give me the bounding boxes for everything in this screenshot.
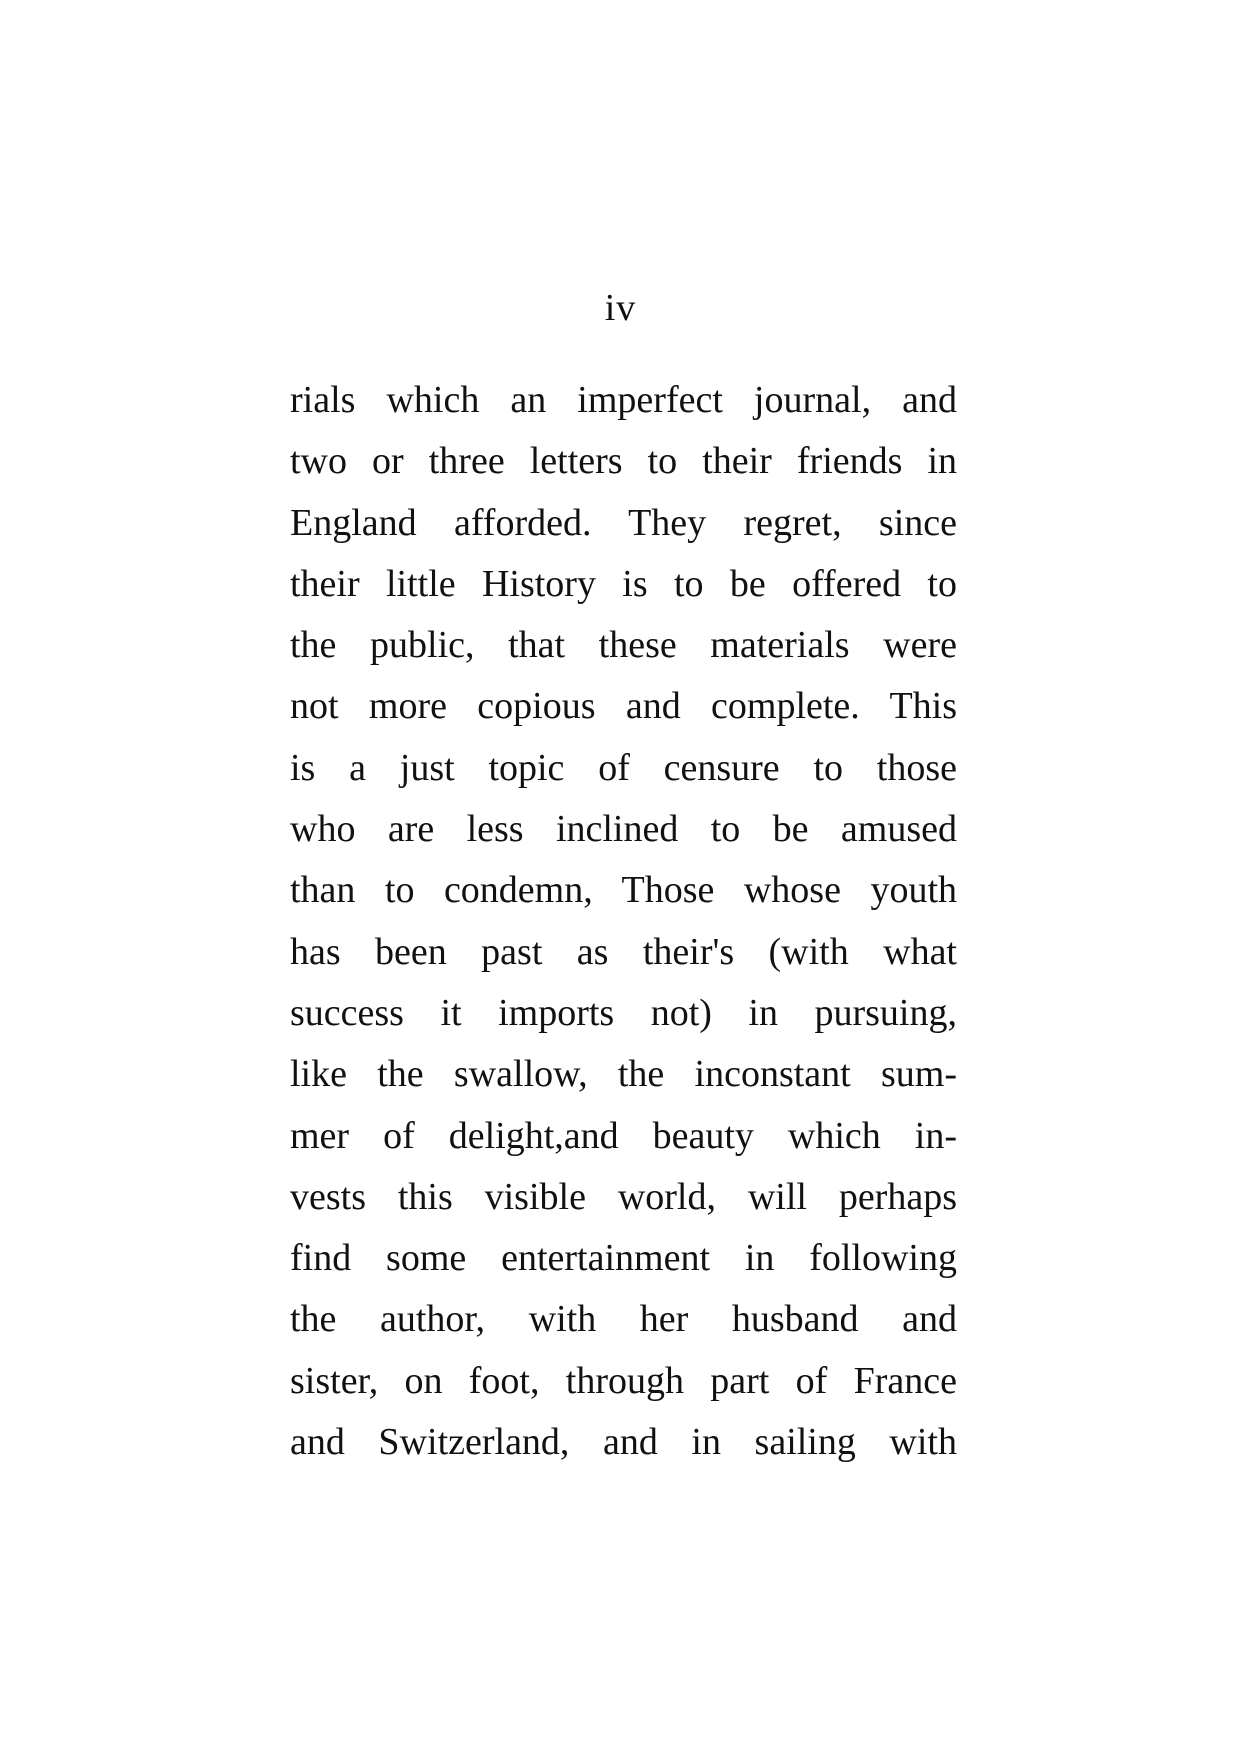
text-line: find some entertainment in following: [290, 1237, 957, 1280]
text-line: and Switzerland, and in sailing with: [290, 1421, 957, 1464]
text-line: two or three letters to their friends in: [290, 440, 957, 483]
text-line: vests this visible world, will perhaps: [290, 1175, 957, 1218]
text-line: success it imports not) in pursuing,: [290, 991, 957, 1034]
text-line: has been past as their's (with what: [290, 930, 957, 973]
text-line: who are less inclined to be amused: [290, 808, 957, 851]
page-number: iv: [604, 287, 637, 329]
text-line: the author, with her husband and: [290, 1298, 957, 1341]
text-line: is a just topic of censure to those: [290, 746, 957, 789]
text-line: England afforded. They regret, since: [290, 501, 957, 544]
text-line: than to condemn, Those whose youth: [290, 869, 957, 912]
body-text: [290, 370, 957, 1473]
text-line: rials which an imperfect journal, and: [290, 379, 957, 421]
text-line: their little History is to be offered to: [290, 562, 957, 605]
text-line: mer of delight,and beauty which in-: [290, 1114, 957, 1157]
text-line: the public, that these materials were: [290, 624, 957, 667]
text-line: not more copious and complete. This: [290, 685, 957, 728]
text-line: sister, on foot, through part of France: [290, 1359, 957, 1402]
text-line: like the swallow, the inconstant sum-: [290, 1053, 957, 1096]
